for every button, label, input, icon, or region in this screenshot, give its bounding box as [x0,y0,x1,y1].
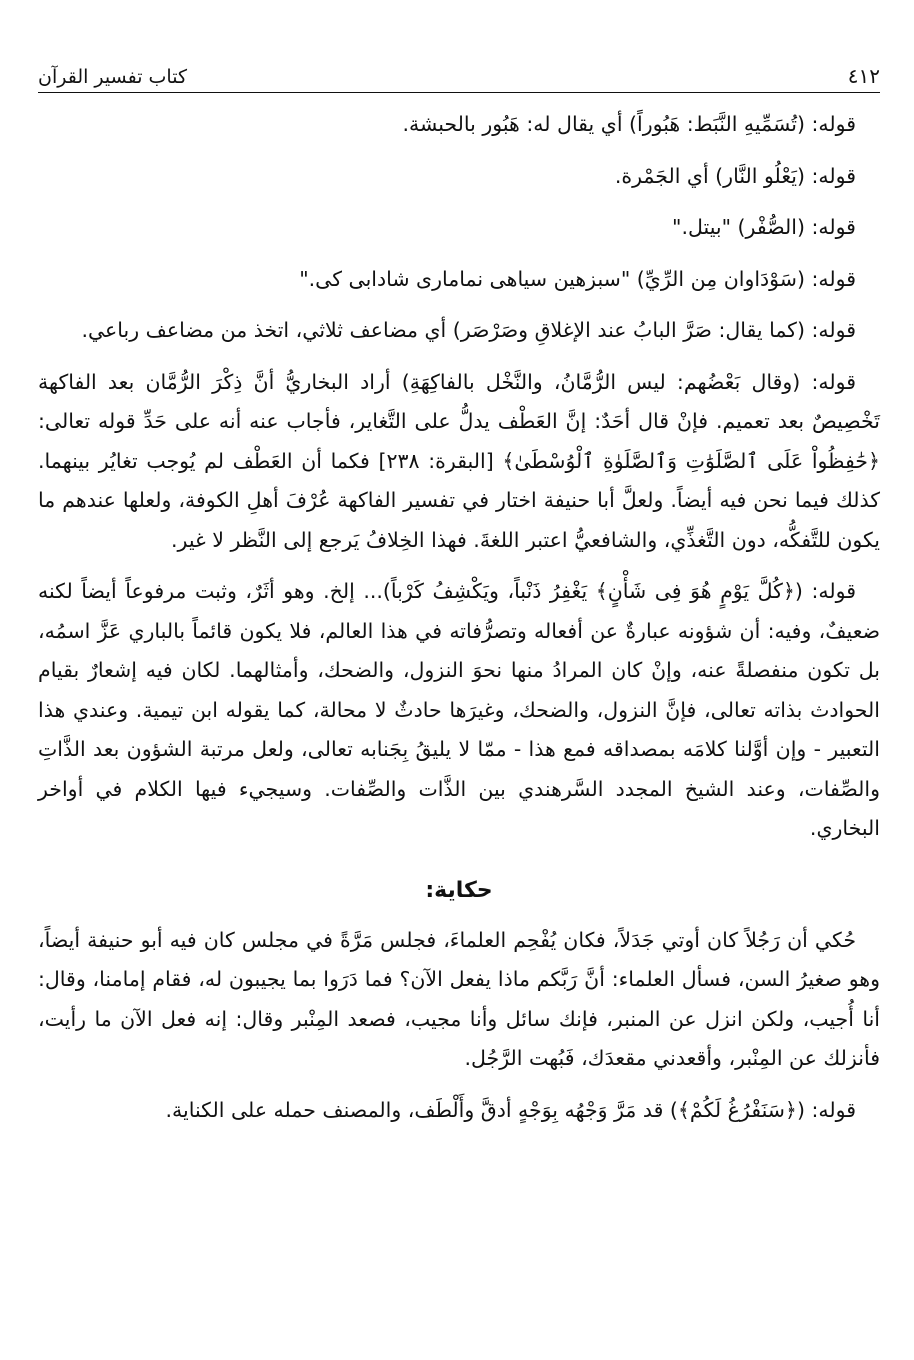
section-heading: حكاية: [425,877,493,903]
commentary-paragraph: قوله: (وقال بَعْضُهم: ليس الرُّمَّانُ، والنَّخْل بالفاكِهَةِ) أراد البخاريُّ أنَّ ذِكْرَ الرُّمَّان بعد الفاكهة تَخْصِيصٌ بعد تعميم. فإنْ قال أحَدٌ: إنَّ العَطْف يدلُّ على التَّغاير، فأجاب عنه أنه على حَدِّ قوله تعالى: ﴿حَٰفِظُواْ عَلَى ٱلصَّلَوَٰتِ وَٱلصَّلَوٰةِ ٱلْوُسْطَىٰ﴾ [البقرة: ٢٣٨] فكما أن العَطْف لم يُوجب تغايُر بينهما. كذلك فيما نحن فيه أيضاً. ولعلَّ أبا حنيفة اختار في تفسير الفاكهة عُرْفَ أهلِ الكوفة، ولعلها عندهم ما يكون للتَّفكُّه، دون التَّغذِّي، والشافعيُّ اعتبر اللغةَ. فهذا الخِلافُ يَرجع إلى النَّظر لا غير. [38,369,880,552]
page-content [38,105,880,1130]
commentary-paragraph: قوله: (﴿كُلَّ يَوْمٍ هُوَ فِى شَأْنٍ﴾ يَغْفِرُ ذَنْباً، ويَكْشِفُ كَرْباً)... إلخ. وهو أثَرٌ، وثبت مرفوعاً أيضاً لكنه ضعيفٌ، وفيه: أن شؤونه عبارةٌ عن أفعاله وتصرُّفاته في هذا العالم، فلا يكون قائماً بالباري عَزَّ اسمُه، بل تكون منفصلةً عنه، وإنْ كان المرادُ منها نحوَ النزول، والضحك، وأمثالهما. لكان فيه إشعارٌ بقيام الحوادث بذاته تعالى، فإنَّ النزول، والضحك، وغيرَها حادثٌ لا محالة، كما يقوله ابن تيمية. وعندي هذا التعبير - وإن أوَّلنا كلامَه بمصداقه فمع هذا - ممّا لا يليقُ بِجَنابه تعالى، ولعل مرتبة الشؤون بعد الذَّاتِ والصِّفات، وعند الشيخ المجدد السَّرهندي بين الذَّات والصِّفات. وسيجيء فيها الكلام في أواخر البخاري. [38,579,880,840]
commentary-paragraph: قوله: (يَعْلُو النَّار) أي الجَمْرة. [614,163,856,188]
story-paragraph: حُكي أن رَجُلاً كان أوتي جَدَلاً، فكان يُفْحِم العلماءَ، فجلس مَرَّةً في مجلس كان فيه أبو حنيفة أيضاً، وهو صغيرُ السن، فسأل العلماء: أنَّ رَبَّكم ماذا يفعل الآن؟ فما دَرَوا بما يجيبون له، فقام إمامنا، وقال: أنا أُجيب، ولكن انزل عن المنبر، فإنك سائل وأنا مجيب، فصعد المِنْبر وقال: إنه فعل الآن ما رأيت، فأنزلك عن المِنْبر، وأقعدني مقعدَك، فَبُهت الرَّجُل. [38,927,880,1070]
book-title: كتاب تفسير القرآن [38,66,187,88]
page-header [38,52,880,93]
page-number: ٤١٢ [847,64,880,88]
book-page [38,52,880,1142]
commentary-paragraph: قوله: (﴿سَنَفْرُغُ لَكُمْ﴾) قد مَرَّ وَجْهُه بِوَجْهٍ أدقَّ وأَلْطَف، والمصنف حمله على الكناية. [165,1097,856,1122]
commentary-paragraph: قوله: (كما يقال: صَرَّ البابُ عند الإغلاقِ وصَرْصَر) أي مضاعف ثلاثي، اتخذ من مضاعف رباعي. [81,318,856,342]
commentary-paragraph: قوله: (تُسَمِّيهِ النَّبَط: هَبُوراً) أي يقال له: هَبُور بالحبشة. [402,112,856,136]
commentary-paragraph: قوله: (سَوْدَاوان مِن الرِّيِّ) "سبزهين سياهى نمامارى شادابى كى." [299,266,856,291]
commentary-paragraph: قوله: (الصُّفْر) "بيتل." [672,215,856,239]
